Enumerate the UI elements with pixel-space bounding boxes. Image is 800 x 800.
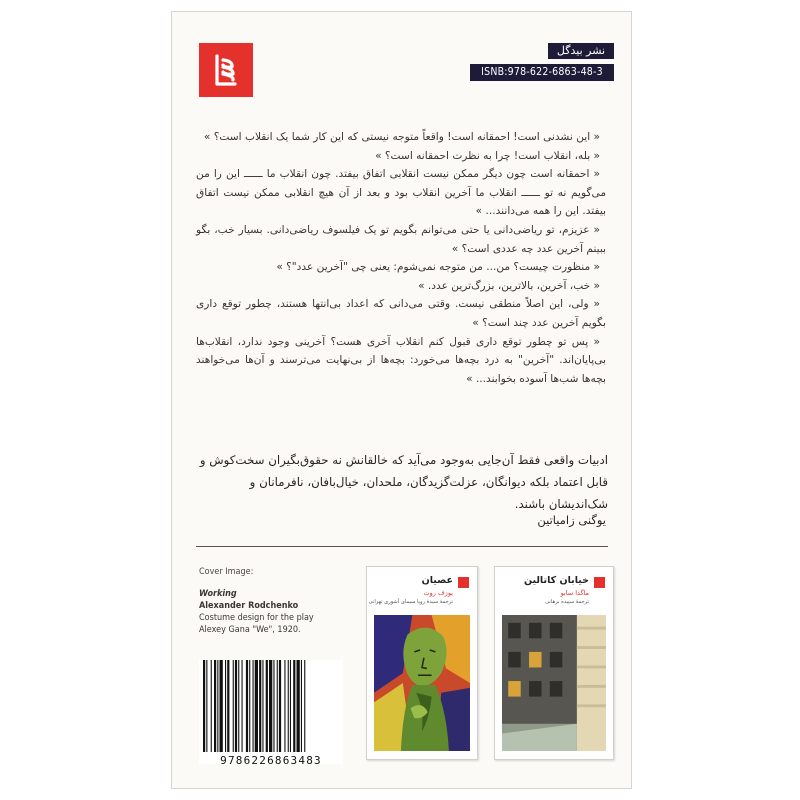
mini-publisher-logo-icon — [458, 577, 469, 588]
mini-publisher-logo-icon — [594, 577, 605, 588]
portrait-cover-art — [374, 615, 470, 751]
barcode-bar — [217, 660, 218, 752]
barcode-bar — [227, 660, 229, 752]
barcode-bar — [284, 660, 285, 752]
artwork-title: Working — [199, 589, 237, 599]
barcode-bar — [253, 660, 254, 752]
barcode-bar — [206, 660, 207, 752]
publisher-logo-icon — [199, 43, 253, 97]
excerpt-paragraph: « بله، انقلاب است! چرا به نظرت احمقانه است؟ » — [375, 149, 600, 162]
barcode-bar — [238, 660, 239, 752]
excerpt-paragraph: « این نشدنی است! احمقانه است! واقعاً متوجه نیستی که این کار شما یک انقلاب است؟ » — [203, 131, 600, 143]
barcode-bar — [214, 660, 216, 752]
barcode-bar — [279, 660, 281, 752]
publisher-name-label: نشر بیدگل — [548, 43, 614, 59]
novel-excerpt — [196, 128, 606, 388]
barcode-number: 9786226863483 — [220, 754, 322, 767]
barcode-bar — [262, 660, 263, 752]
barcode — [199, 660, 343, 764]
barcode-bar — [304, 660, 305, 752]
barcode-bar — [297, 660, 300, 752]
barcode-bar — [277, 660, 278, 752]
barcode-bar — [273, 660, 274, 752]
excerpt-paragraph: « ولی، این اصلاً منطقی نیست. وقتی می‌دانی که اعداد بی‌انتها هستند، چطور توقع داری بگویم آخرین عدد چند است؟ » — [196, 298, 606, 329]
barcode-bar — [211, 660, 212, 752]
related-book-title: عصیان — [421, 575, 453, 586]
cover-image-label: Cover Image: — [199, 567, 254, 577]
section-divider — [196, 546, 608, 547]
excerpt-paragraph: « عزیزم، تو ریاضی‌دانی یا حتی می‌توانم بگویم تو یک فیلسوف ریاضی‌دانی. بسیار خب، بگو ببینم آخرین عدد چه عددی است؟ » — [196, 223, 606, 255]
barcode-bar — [259, 660, 261, 752]
barcode-bar — [235, 660, 237, 752]
quote-author: یوگنی زامیاتین — [537, 513, 606, 527]
barcode-bar — [266, 660, 268, 752]
related-book-khiaban-katalin — [494, 566, 614, 760]
artwork-description-year: Alexey Gana "We", 1920. — [199, 625, 301, 635]
barcode-bar — [233, 660, 234, 752]
related-book-author: یوزف روت — [423, 589, 453, 597]
related-book-translator: ترجمهٔ سیدهٔ رویا سیمای آشوری تهرانی — [368, 599, 453, 605]
barcode-bar — [246, 660, 248, 752]
barcode-bar — [225, 660, 226, 752]
barcode-bar — [203, 660, 205, 752]
excerpt-paragraph: « احمقانه است چون دیگر ممکن نیست انقلابی اتفاق بیفتد. چون انقلاب ما ــــــ این را من می‌گویم نه تو ــــــ انقلاب ما آخرین انقلاب بود و بعد از آن هیچ انقلابی ممکن نیست اتفاق بیفتد. این را همه می‌دانند... » — [196, 168, 606, 218]
artist-name: Alexander Rodchenko — [199, 601, 299, 611]
barcode-bar — [288, 660, 289, 752]
quote-text: ادبیات واقعی فقط آن‌جایی به‌وجود می‌آید که خالقانش نه حقوق‌بگیران سخت‌کوش و قابل اعتماد بلکه دیوانگان، عزلت‌گزیدگان، ملحدان، خیال‌بافان، نافرمانان و شک‌اندیشان باشند. — [199, 453, 608, 511]
barcode-bar — [290, 660, 291, 752]
author-quote — [188, 449, 608, 515]
barcode-bar — [269, 660, 272, 752]
related-book-translator: ترجمهٔ سپیده برهانی — [545, 599, 589, 605]
related-book-asyan — [366, 566, 478, 760]
artwork-description: Costume design for the play — [199, 613, 314, 623]
street-photo-cover-art — [502, 615, 606, 751]
barcode-bar — [255, 660, 258, 752]
isbn-label: ISNB:978-622-6863-48-3 — [470, 64, 614, 81]
excerpt-paragraph: « منظورت چیست؟ من... من متوجه نمی‌شوم: یعنی چی "آخرین عدد"؟ » — [276, 261, 600, 274]
barcode-bar — [242, 660, 243, 752]
excerpt-paragraph: « پس تو چطور توقع داری قبول کنم انقلاب آخری هست؟ آخرینی وجود ندارد، انقلاب‌ها بی‌پایان‌اند. "آخرین" به درد بچه‌ها می‌خورد: بچه‌ها از بی‌نهایت می‌ترسند و آن‌ها می‌خواهند بچه‌ها شب‌ها آسوده بخوابند... » — [196, 335, 606, 385]
barcode-bar — [220, 660, 223, 752]
excerpt-paragraph: « خب، آخرین، بالاترین، بزرگ‌ترین عدد. » — [418, 279, 600, 292]
barcode-bar — [301, 660, 302, 752]
cover-image-credits — [199, 566, 349, 636]
barcode-bar — [249, 660, 250, 752]
barcode-bar — [293, 660, 295, 752]
related-book-author: ماگدا سابو — [560, 589, 589, 597]
related-book-title: خیابان کاتالین — [523, 575, 589, 586]
